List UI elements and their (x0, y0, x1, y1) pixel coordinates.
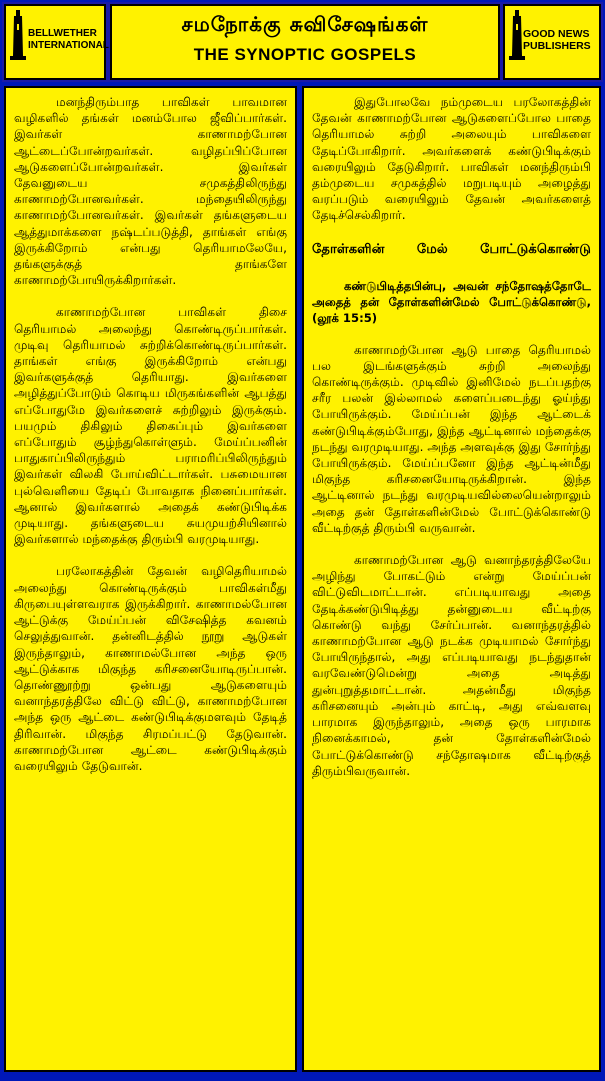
right-paragraph-3: காணாமற்போன ஆடு வனாந்தரத்திலேயே அழிந்து போகட்டும் என்று மேய்ப்பன் விட்டுவிடமாட்டான். எப்படியாவது அதை தேடிக்கண்டுபிடித்து தன்னுடைய வீட்டிற்கு கொண்டு வந்து சேர்ப்பான். வனாந்தரத்தில் காணாமற்போன ஆடு நடக்க முடியாமல் சோர்ந்து போயிருந்தால், அது எப்படியாவது நடந்துதான் வரவேண்டுமென்று அதை அடித்து துன்புறுத்தமாட்டான். அதன்மீது மிகுந்த கரிசனையும் அன்பும் காட்டி, அது எவ்வளவு பாரமாக இருந்தாலும், அதை ஒரு பாரமாக நினைக்காமல், தன் தோள்களின்மேல் போட்டுக்கொண்டு சந்தோஷமாக வீட்டிற்குத் திரும்பிவருவான். (312, 553, 591, 778)
scripture-quote: கண்டுபிடித்தபின்பு, அவன் சந்தோஷத்தோடே அதைத் தன் தோள்களின்மேல் போட்டுக்கொண்டு, (லூக் 15:5) (312, 278, 591, 325)
page-header (2, 2, 603, 82)
good-news-logo-text (523, 28, 591, 52)
left-paragraph-2: காணாமற்போன பாவிகள் திசை தெரியாமல் அலைந்து கொண்டிருப்பார்கள். முடிவு தெரியாமல் சுற்றிக்கொண்டிருப்பார்கள். தாங்கள் எங்கு இருக்கிறோம் என்பது இவர்களுக்குத் தெரியாது. இவர்களை அழித்துப்போடும் கொடிய மிருகங்களின் ஆபத்து எப்போதுமே இவர்களைச் சுற்றிலும் இருக்கும். பயமும் திகிலும் திகைப்பும் இவர்களை எப்போதும் சூழ்ந்துகொள்ளும். மேய்ப்பனின் பாதுகாப்பிலிருந்தும் பராமரிப்பிலிருந்தும் இவர்கள் விலகி போய்விட்டார்கள். பசுமையான புல்வெளியை தேடிப் போவதாக நினைப்பார்கள். ஆனால் இவர்களால் அதைக் கண்டுபிடிக்க முடியாது. தங்களுடைய சுயமுயற்சியினால் இவர்களால் மந்தைக்கு திரும்பி வரமுடியாது. (14, 305, 287, 547)
bellwether-logo (4, 4, 109, 80)
bellwether-line1: BELLWETHER (28, 28, 97, 39)
right-column (302, 86, 601, 1072)
section-subheading: தோள்களின் மேல் போட்டுக்கொண்டு (312, 241, 591, 257)
good-news-line2: PUBLISHERS (523, 40, 591, 52)
good-news-line1: GOOD NEWS (523, 28, 590, 40)
left-paragraph-1: மனந்திரும்பாத பாவிகள் பாவமான வழிகளில் தங்கள் மனம்போல ஜீவிப்பார்கள். இவர்கள் காணாமற்போன ஆட்டைப்போன்றவர்கள். வழிதப்பிப்போன ஆடுகளைப்போன்றவர்கள். இவர்கள் தேவனுடைய சமுகத்திலிருந்து காணாமற்போனவர்கள். மந்தையிலிருந்து காணாமற்போனவர்கள். இவர்கள் தங்களுடைய ஆத்துமாக்களை நஷ்டப்படுத்தி, தாங்கள் எங்கு இருக்கிறோம் என்பது தெரியாமலேயே, தங்களுக்குத் தாங்களே காணாமற்போயிருக்கிறார்கள். (14, 95, 287, 288)
left-paragraph-3: பரலோகத்தின் தேவன் வழிதெரியாமல் அலைந்து கொண்டிருக்கும் பாவிகள்மீது கிருபையுள்ளவராக இருக்கிறார். காணாமல்போன ஆட்டுக்கு மேய்ப்பன் விசேஷித்த கவனம் செலுத்துவான். தன்னிடத்தில் நூறு ஆடுகள் இருந்தாலும், காணாமல்போன அந்த ஒரு ஆட்டுக்காக மிகுந்த கரிசனையோடிருப்பான். தொண்ணூற்று ஒன்பது ஆடுகளையும் வனாந்தரத்திலே விட்டு விட்டு, காணாமற்போன அந்த ஒரு ஆட்டை கண்டுபிடிக்குமளவும் தேடித் திரிவான். மிகுந்த சிரமப்பட்டு தேடுவான். காணாமற்போன ஆட்டை கண்டுபிடிக்கும் வரையிலும் தேடுவான். (14, 564, 287, 773)
page-title-tamil: சமநோக்கு சுவிசேஷங்கள் (181, 12, 429, 36)
right-paragraph-2: காணாமற்போன ஆடு பாதை தெரியாமல் பல இடங்களுக்கும் சுற்றி அலைந்து கொண்டிருக்கும். முடிவில் இனிமேல் நடப்பதற்கு சரீர பலன் இல்லாமல் களைப்படைந்து ஓய்ந்து போயிருக்கும். மேய்ப்பன் இந்த ஆட்டைக் கண்டுபிடிக்கும்போது, இந்த ஆட்டினால் மந்தைக்கு நடந்து வரமுடியாது. அந்த அளவுக்கு இது சோர்ந்து போயிருக்கும். மேய்ப்பனோ இந்த ஆட்டின்மீது மிகுந்த கரிசனையோடிருக்கிறான். இந்த ஆட்டினால் நடந்து வரமுடியவில்லையென்றாலும் அதை தன் தோள்களின்மேல் போட்டுக்கொண்டு வீட்டிற்குத் திரும்பி வருவான். (312, 342, 591, 535)
bellwether-logo-text (28, 28, 109, 52)
page-title-english: THE SYNOPTIC GOSPELS (193, 45, 417, 64)
good-news-logo (503, 4, 601, 80)
left-column (4, 86, 297, 1072)
bellwether-line2: INTERNATIONAL (28, 40, 109, 51)
title-box (110, 4, 500, 80)
right-paragraph-1: இதுபோலவே நம்முடைய பரலோகத்தின் தேவன் காணாமற்போன ஆடுகளைப்போல பாதை தெரியாமல் சுற்றி அலையும் பாவிகளை தேடிப்போகிறார். அவர்களைக் கண்டுபிடிக்கும் வரையிலும் தேடுகிறார். பாவிகள் மனந்திரும்பி தம்முடைய சமுகத்தில் மறுபடியும் அழைத்து வரப்படும் வரையிலும் தேவன் அவர்களைத் தேடிச்செல்கிறார். (312, 95, 591, 223)
bellwether-tower-icon (10, 10, 26, 60)
